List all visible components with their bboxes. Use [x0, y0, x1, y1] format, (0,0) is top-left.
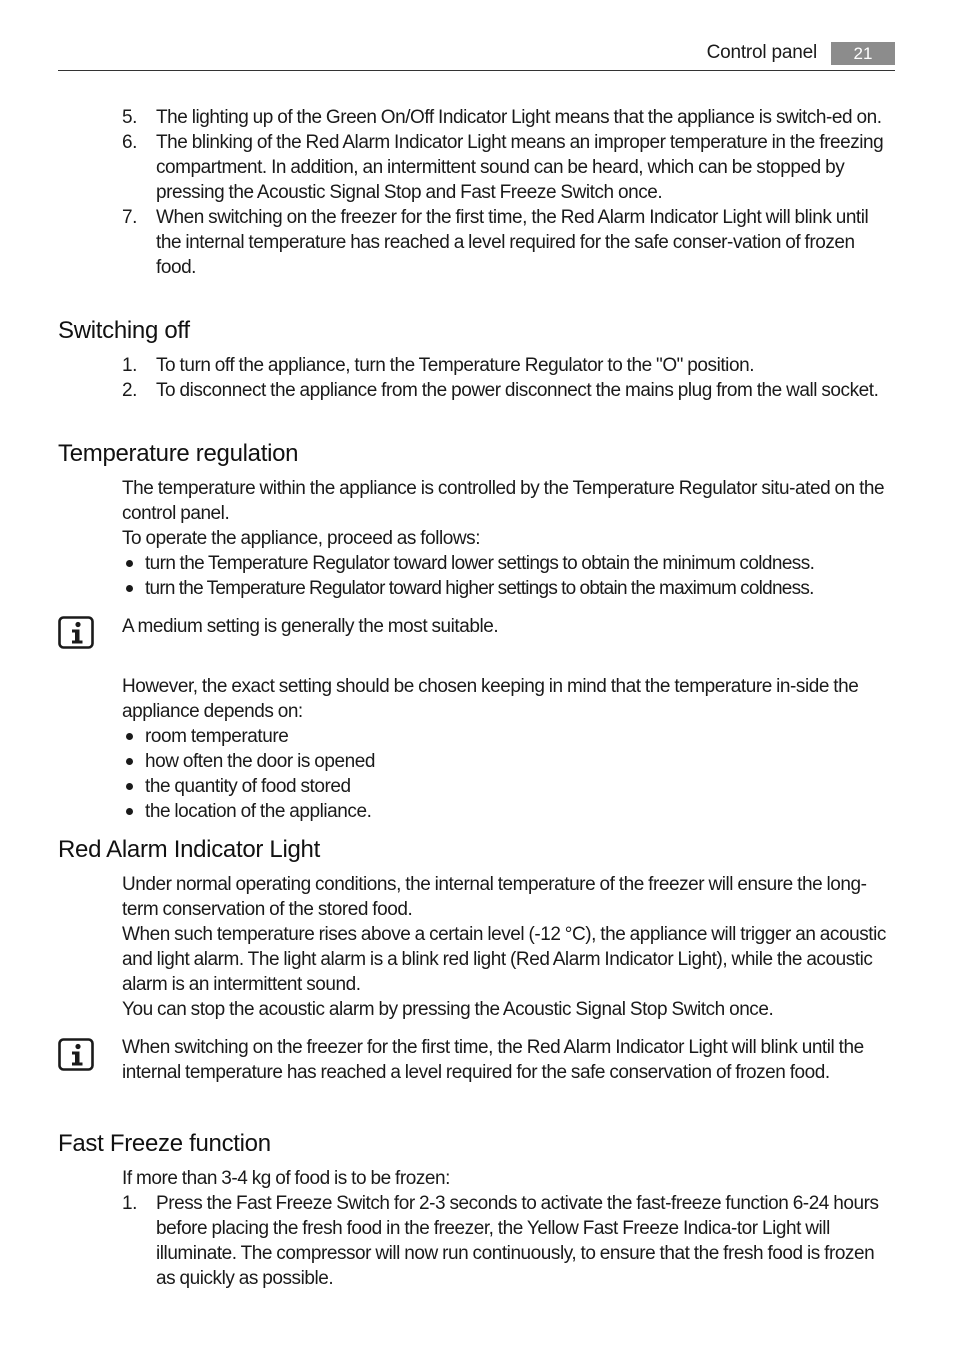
info-icon [58, 616, 94, 649]
list-item: 1. To turn off the appliance, turn the Temperature Regulator to the "O" position. [122, 355, 755, 376]
switching-off-list [122, 353, 895, 403]
list-item-text: To disconnect the appliance from the power disconnect the mains plug from the wall socket. [156, 380, 879, 401]
paragraph: However, the exact setting should be chosen keeping in mind that the temperature in-side the appliance depends on: [122, 676, 859, 722]
bullet-item: the location of the appliance. [122, 799, 895, 824]
list-item-text: Press the Fast Freeze Switch for 2-3 seconds to activate the fast-freeze function 6-24 hours before placing the fresh food in the freezer, the Yellow Fast Freeze Indica-tor Light will illuminate. The compressor will now run continuously, to ensure that the fresh food is frozen as quickly as possible. [156, 1193, 879, 1289]
temperature-regulation-body [122, 476, 895, 601]
red-alarm-body [122, 872, 895, 1022]
paragraph: Under normal operating conditions, the internal temperature of the freezer will ensure the long-term conservation of the stored food. [122, 874, 867, 920]
list-item-text: The lighting up of the Green On/Off Indicator Light means that the appliance is switch-ed on. [156, 107, 882, 128]
paragraph: If more than 3-4 kg of food is to be frozen: [122, 1168, 450, 1189]
page-number: 21 [831, 42, 895, 65]
list-item: 6. The blinking of the Red Alarm Indicator Light means an improper temperature in the freezing compartment. In addition, an intermittent sound can be heard, which can be stopped by pressing the Acoustic Signal Stop and Fast Freeze Switch once. [122, 132, 884, 203]
paragraph: When such temperature rises above a certain level (-12 °C), the appliance will trigger an acoustic and light alarm. The light alarm is a blink red light (Red Alarm Indicator Light), while the acoustic alarm is an intermittent sound. [122, 924, 886, 995]
fast-freeze-list [122, 1191, 895, 1291]
heading-switching-off: Switching off [58, 317, 190, 344]
info-icon [58, 1038, 94, 1071]
header-rule [58, 70, 895, 71]
paragraph: To operate the appliance, proceed as follows: [122, 528, 481, 549]
bullet-list [122, 724, 895, 824]
info-note: A medium setting is generally the most suitable. [122, 616, 499, 637]
list-item: 1. Press the Fast Freeze Switch for 2-3 seconds to activate the fast-freeze function 6-24 hours before placing the fresh food in the freezer, the Yellow Fast Freeze Indica-tor Light will illuminate. The compressor will now run continuously, to ensure that the fresh food is frozen as quickly as possible. [122, 1193, 879, 1289]
intro-list [122, 105, 895, 280]
info-note: When switching on the freezer for the first time, the Red Alarm Indicator Light will blink until the internal temperature has reached a level required for the safe conservation of frozen food. [122, 1037, 864, 1083]
paragraph: The temperature within the appliance is controlled by the Temperature Regulator situ-ated on the control panel. [122, 478, 885, 524]
list-item: 7. When switching on the freezer for the first time, the Red Alarm Indicator Light will blink until the internal temperature has reached a level required for the safe conser-vation of frozen food. [122, 207, 869, 278]
list-item-text: When switching on the freezer for the first time, the Red Alarm Indicator Light will blink until the internal temperature has reached a level required for the safe conser-vation of frozen food. [156, 207, 869, 278]
list-item-text: To turn off the appliance, turn the Temperature Regulator to the "O" position. [156, 355, 755, 376]
bullet-item: turn the Temperature Regulator toward higher settings to obtain the maximum coldness. [122, 576, 895, 601]
bullet-item: turn the Temperature Regulator toward lower settings to obtain the minimum coldness. [122, 551, 895, 576]
page-header [58, 40, 895, 71]
paragraph: You can stop the acoustic alarm by pressing the Acoustic Signal Stop Switch once. [122, 999, 774, 1020]
bullet-list [122, 551, 895, 601]
heading-temperature-regulation: Temperature regulation [58, 440, 299, 467]
temperature-dependency [122, 674, 895, 824]
list-item-text: The blinking of the Red Alarm Indicator Light means an improper temperature in the freezing compartment. In addition, an intermittent sound can be heard, which can be stopped by pressing the Acoustic Signal Stop and Fast Freeze Switch once. [156, 132, 884, 203]
section-title: Control panel [706, 42, 817, 63]
heading-red-alarm: Red Alarm Indicator Light [58, 836, 320, 863]
bullet-item: how often the door is opened [122, 749, 895, 774]
heading-fast-freeze: Fast Freeze function [58, 1130, 271, 1157]
list-item: 2. To disconnect the appliance from the power disconnect the mains plug from the wall socket. [122, 380, 879, 401]
list-item: 5. The lighting up of the Green On/Off Indicator Light means that the appliance is switch-ed on. [122, 107, 882, 128]
bullet-item: room temperature [122, 724, 895, 749]
bullet-item: the quantity of food stored [122, 774, 895, 799]
